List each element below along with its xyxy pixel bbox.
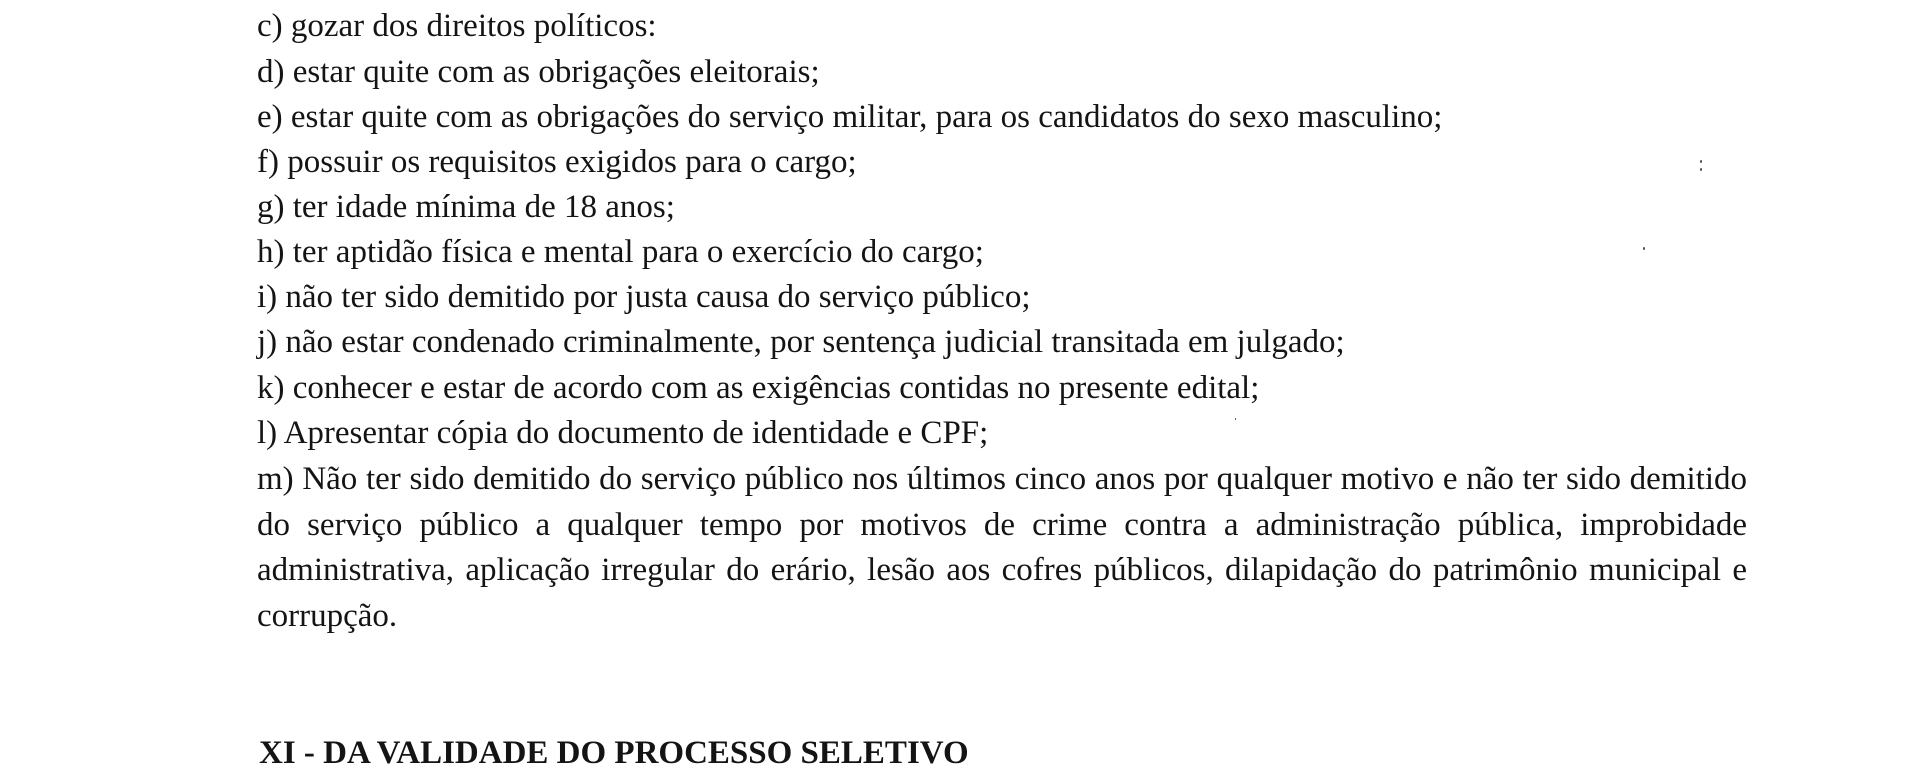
list-item-k: k) conhecer e estar de acordo com as exigências contidas no presente edital;	[257, 370, 1260, 406]
scan-speck	[1235, 418, 1236, 420]
list-item-g: g) ter idade mínima de 18 anos;	[257, 189, 675, 225]
scan-speck	[1700, 160, 1702, 163]
list-item-e: e) estar quite com as obrigações do serviço militar, para os candidatos do sexo masculino;	[257, 99, 1443, 135]
list-item-f: f) possuir os requisitos exigidos para o cargo;	[257, 144, 857, 180]
list-item-m: m) Não ter sido demitido do serviço público nos últimos cinco anos por qualquer motivo e não ter sido demitido do serviço público a qualquer tempo por motivos de crime contra a administração pública, improbidade administrativa, aplicação irregular do erário, lesão aos cofres públicos, dilapidação do patrimônio municipal e corrupção.	[257, 461, 1747, 634]
list-item-h: h) ter aptidão física e mental para o exercício do cargo;	[257, 234, 984, 270]
list-item-i: i) não ter sido demitido por justa causa do serviço público;	[257, 279, 1031, 315]
section-heading: XI - DA VALIDADE DO PROCESSO SELETIVO	[259, 735, 969, 771]
list-item-j: j) não estar condenado criminalmente, por sentença judicial transitada em julgado;	[257, 324, 1345, 360]
scan-speck	[1643, 247, 1645, 250]
list-item-d: d) estar quite com as obrigações eleitorais;	[257, 54, 820, 90]
scan-speck	[1700, 168, 1702, 171]
list-item-c: c) gozar dos direitos políticos:	[257, 8, 657, 44]
list-item-l: l) Apresentar cópia do documento de identidade e CPF;	[257, 415, 989, 451]
